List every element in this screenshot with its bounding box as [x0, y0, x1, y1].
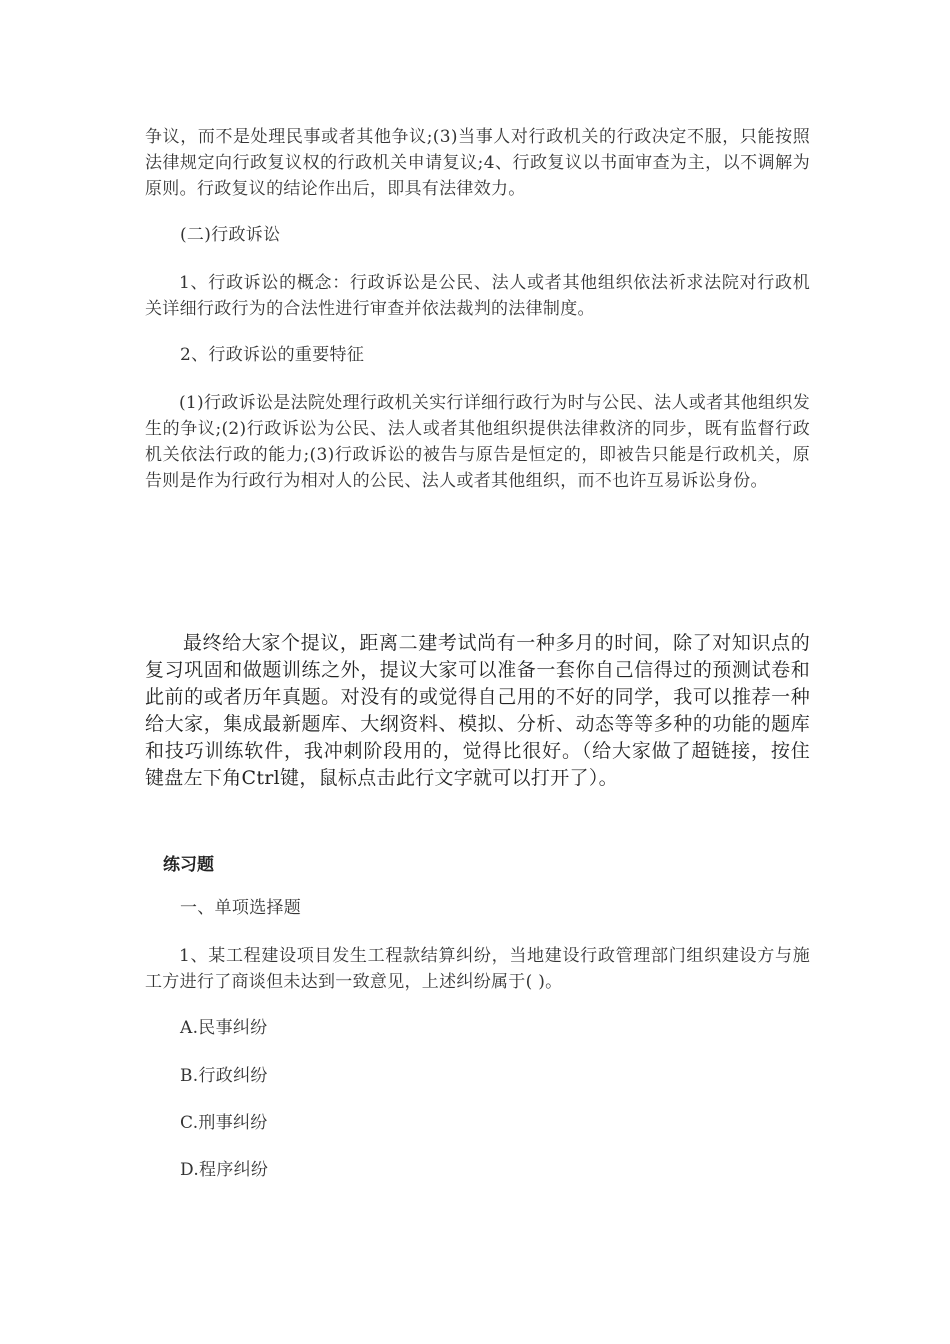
paragraph-litigation-concept: 1、行政诉讼的概念：行政诉讼是公民、法人或者其他组织依法祈求法院对行政机关详细行政行为的合法性进行审查并依法裁判的法律制度。 [145, 273, 810, 319]
option-c: C.刑事纠纷 [180, 1113, 268, 1133]
option-b: B.行政纠纷 [180, 1066, 268, 1086]
single-choice-title: 一、单项选择题 [180, 898, 302, 918]
option-a: A.民事纠纷 [180, 1018, 268, 1038]
option-d: D.程序纠纷 [180, 1160, 269, 1180]
paragraph-features-title: 2、行政诉讼的重要特征 [180, 345, 365, 365]
paragraph-admin-review-features: 争议，而不是处理民事或者其他争议;(3)当事人对行政机关的行政决定不服，只能按照法律规定向行政复议权的行政机关申请复议;4、行政复议以书面审查为主，以不调解为原则。行政复议的结论作出后，即具有法律效力。 [145, 127, 810, 199]
paragraph-litigation-features: (1)行政诉讼是法院处理行政机关实行详细行政行为时与公民、法人或者其他组织发生的争议;(2)行政诉讼为公民、法人或者其他组织提供法律救济的同步，既有监督行政机关依法行政的能力;(3)行政诉讼的被告与原告是恒定的，即被告只能是行政机关，原告则是作为行政行为相对人的公民、法人或者其他组织，而不也许互易诉讼身份。 [145, 393, 810, 491]
exercises-heading: 练习题 [163, 855, 214, 875]
paragraph-advice-link[interactable]: 最终给大家个提议，距离二建考试尚有一种多月的时间，除了对知识点的复习巩固和做题训练之外，提议大家可以准备一套你自己信得过的预测试卷和此前的或者历年真题。对没有的或觉得自己用的不好的同学，我可以推荐一种给大家，集成最新题库、大纲资料、模拟、分析、动态等等多种的功能的题库和技巧训练软件，我冲刺阶段用的，觉得比很好。（给大家做了超链接，按住键盘左下角Ctrl键，鼠标点击此行文字就可以打开了）。 [145, 632, 810, 789]
section-heading-admin-litigation: (二)行政诉讼 [180, 225, 281, 245]
question-1: 1、某工程建设项目发生工程款结算纠纷，当地建设行政管理部门组织建设方与施工方进行了商谈但未达到一致意见，上述纠纷属于( )。 [145, 946, 810, 992]
